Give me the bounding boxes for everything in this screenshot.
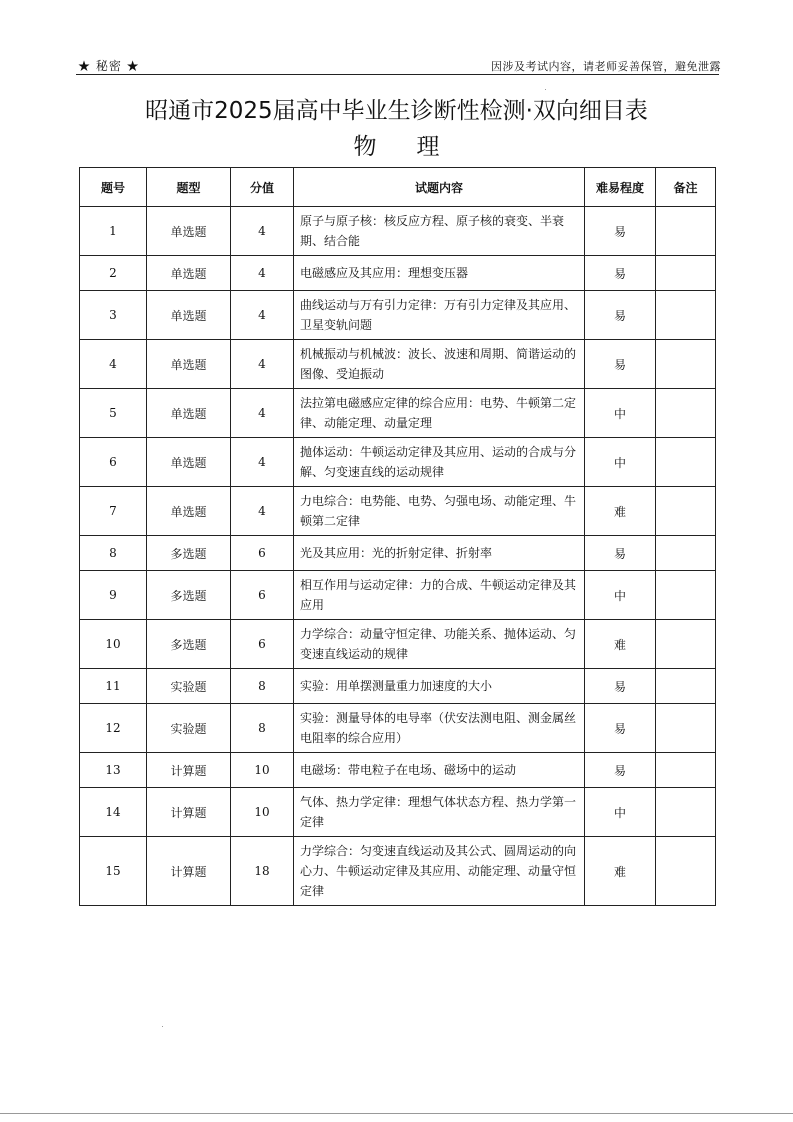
question-note <box>656 340 716 389</box>
question-note <box>656 438 716 487</box>
question-content: 相互作用与运动定律：力的合成、牛顿运动定律及其应用 <box>294 571 585 620</box>
question-score: 4 <box>231 340 294 389</box>
question-note <box>656 753 716 788</box>
confidential-mark: ★ 秘密 ★ <box>78 59 140 73</box>
question-difficulty: 难 <box>585 837 656 906</box>
question-difficulty: 易 <box>585 753 656 788</box>
column-header-note: 备注 <box>656 168 716 207</box>
question-score: 6 <box>231 620 294 669</box>
question-difficulty: 中 <box>585 571 656 620</box>
question-number: 2 <box>80 256 147 291</box>
question-difficulty: 易 <box>585 669 656 704</box>
question-content: 电磁感应及其应用：理想变压器 <box>294 256 585 291</box>
question-type: 实验题 <box>147 669 231 704</box>
question-content: 抛体运动：牛顿运动定律及其应用、运动的合成与分解、匀变速直线的运动规律 <box>294 438 585 487</box>
question-type: 单选题 <box>147 207 231 256</box>
question-score: 4 <box>231 389 294 438</box>
question-note <box>656 291 716 340</box>
table-row <box>80 669 716 704</box>
question-type: 多选题 <box>147 536 231 571</box>
question-type: 单选题 <box>147 487 231 536</box>
question-score: 6 <box>231 536 294 571</box>
question-difficulty: 易 <box>585 704 656 753</box>
question-note <box>656 704 716 753</box>
question-number: 10 <box>80 620 147 669</box>
question-note <box>656 389 716 438</box>
column-header-number: 题号 <box>80 168 147 207</box>
table-row <box>80 620 716 669</box>
table-row <box>80 207 716 256</box>
question-score: 4 <box>231 207 294 256</box>
subject-title: 物理 <box>353 134 480 160</box>
question-number: 1 <box>80 207 147 256</box>
question-difficulty: 中 <box>585 788 656 837</box>
question-score: 8 <box>231 704 294 753</box>
question-number: 12 <box>80 704 147 753</box>
question-type: 计算题 <box>147 788 231 837</box>
table-row <box>80 256 716 291</box>
question-score: 4 <box>231 487 294 536</box>
question-content: 实验：测量导体的电导率（伏安法测电阻、测金属丝电阻率的综合应用） <box>294 704 585 753</box>
question-number: 14 <box>80 788 147 837</box>
question-note <box>656 669 716 704</box>
question-note <box>656 256 716 291</box>
table-row <box>80 837 716 906</box>
question-type: 多选题 <box>147 620 231 669</box>
question-difficulty: 易 <box>585 536 656 571</box>
question-score: 10 <box>231 753 294 788</box>
question-content: 电磁场：带电粒子在电场、磁场中的运动 <box>294 753 585 788</box>
table-row <box>80 536 716 571</box>
confidential-notice: 因涉及考试内容，请老师妥善保管，避免泄露 <box>491 60 721 73</box>
question-number: 7 <box>80 487 147 536</box>
question-number: 11 <box>80 669 147 704</box>
question-score: 6 <box>231 571 294 620</box>
question-content: 力学综合：匀变速直线运动及其公式、圆周运动的向心力、牛顿运动定律及其应用、动能定理、动量守恒定律 <box>294 837 585 906</box>
specification-table <box>79 167 716 906</box>
question-note <box>656 571 716 620</box>
question-content: 实验：用单摆测量重力加速度的大小 <box>294 669 585 704</box>
table-row <box>80 753 716 788</box>
question-difficulty: 中 <box>585 438 656 487</box>
question-type: 单选题 <box>147 256 231 291</box>
question-difficulty: 易 <box>585 256 656 291</box>
question-difficulty: 难 <box>585 487 656 536</box>
question-content: 曲线运动与万有引力定律：万有引力定律及其应用、卫星变轨问题 <box>294 291 585 340</box>
table-row <box>80 487 716 536</box>
question-score: 8 <box>231 669 294 704</box>
question-content: 力学综合：动量守恒定律、功能关系、抛体运动、匀变速直线运动的规律 <box>294 620 585 669</box>
column-header-difficulty: 难易程度 <box>585 168 656 207</box>
question-note <box>656 487 716 536</box>
table-row <box>80 438 716 487</box>
table-row <box>80 788 716 837</box>
column-header-score: 分值 <box>231 168 294 207</box>
question-difficulty: 易 <box>585 291 656 340</box>
question-note <box>656 536 716 571</box>
question-type: 计算题 <box>147 837 231 906</box>
question-number: 6 <box>80 438 147 487</box>
question-score: 4 <box>231 438 294 487</box>
question-difficulty: 易 <box>585 207 656 256</box>
table-row <box>80 389 716 438</box>
page-bottom-edge <box>0 1113 793 1114</box>
question-content: 气体、热力学定律：理想气体状态方程、热力学第一定律 <box>294 788 585 837</box>
question-content: 机械振动与机械波：波长、波速和周期、简谐运动的图像、受迫振动 <box>294 340 585 389</box>
question-note <box>656 207 716 256</box>
question-number: 5 <box>80 389 147 438</box>
question-number: 8 <box>80 536 147 571</box>
question-number: 9 <box>80 571 147 620</box>
table-row <box>80 340 716 389</box>
question-content: 原子与原子核：核反应方程、原子核的衰变、半衰期、结合能 <box>294 207 585 256</box>
question-score: 4 <box>231 256 294 291</box>
question-number: 13 <box>80 753 147 788</box>
header-divider <box>76 74 719 75</box>
table-row <box>80 291 716 340</box>
page-title: 昭通市2025届高中毕业生诊断性检测·双向细目表 <box>145 98 648 124</box>
question-type: 单选题 <box>147 340 231 389</box>
question-number: 3 <box>80 291 147 340</box>
question-content: 法拉第电磁感应定律的综合应用：电势、牛顿第二定律、动能定理、动量定理 <box>294 389 585 438</box>
question-difficulty: 难 <box>585 620 656 669</box>
question-score: 4 <box>231 291 294 340</box>
table-row <box>80 704 716 753</box>
question-type: 单选题 <box>147 438 231 487</box>
question-type: 计算题 <box>147 753 231 788</box>
question-content: 力电综合：电势能、电势、匀强电场、动能定理、牛顿第二定律 <box>294 487 585 536</box>
question-type: 实验题 <box>147 704 231 753</box>
question-difficulty: 中 <box>585 389 656 438</box>
question-type: 多选题 <box>147 571 231 620</box>
question-number: 15 <box>80 837 147 906</box>
question-type: 单选题 <box>147 389 231 438</box>
question-content: 光及其应用：光的折射定律、折射率 <box>294 536 585 571</box>
question-note <box>656 788 716 837</box>
question-score: 18 <box>231 837 294 906</box>
question-score: 10 <box>231 788 294 837</box>
scan-speck <box>545 89 546 90</box>
question-note <box>656 620 716 669</box>
column-header-type: 题型 <box>147 168 231 207</box>
question-difficulty: 易 <box>585 340 656 389</box>
table-header-row <box>80 168 716 207</box>
scan-speck <box>162 1026 163 1027</box>
question-type: 单选题 <box>147 291 231 340</box>
question-number: 4 <box>80 340 147 389</box>
table-row <box>80 571 716 620</box>
question-note <box>656 837 716 906</box>
column-header-content: 试题内容 <box>294 168 585 207</box>
